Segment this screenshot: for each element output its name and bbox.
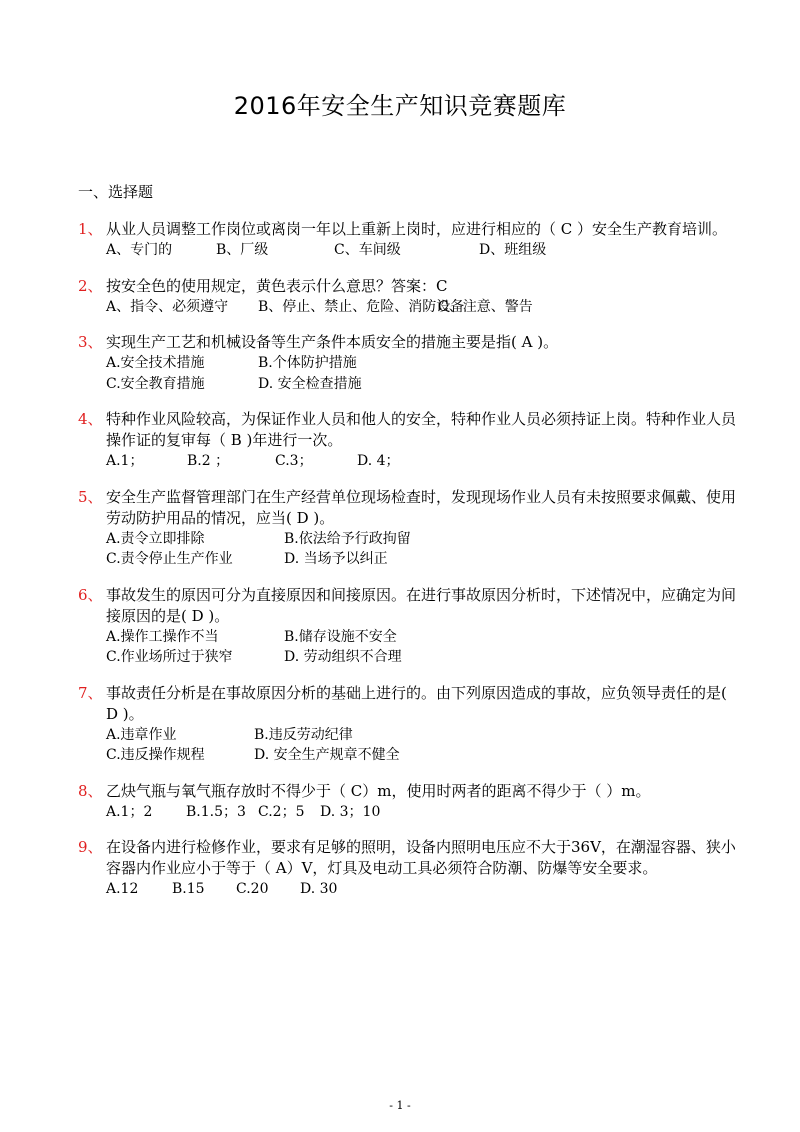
- answer-option: D、班组级: [479, 242, 547, 258]
- question-text: 实现生产工艺和机械设备等生产条件本质安全的措施主要是指( A )。: [106, 333, 559, 351]
- question-number: 3、: [78, 333, 103, 351]
- option-row: [106, 451, 738, 472]
- answer-option: D. 劳动组织不合理: [284, 649, 402, 665]
- question-list: [78, 219, 738, 915]
- question-item: [78, 332, 738, 394]
- question-number: 7、: [78, 683, 103, 702]
- answer-option: C.责令停止生产作业: [106, 551, 233, 567]
- question-item: [78, 276, 738, 318]
- answer-option: B.2 ；: [187, 453, 230, 469]
- answer-option: A.违章作业: [106, 726, 177, 743]
- answer-option: B.依法给予行政拘留: [284, 530, 411, 547]
- answer-option: C、注意、警告: [438, 298, 533, 315]
- question-text: 特种作业风险较高，为保证作业人员和他人的安全，特种作业人员必须持证上岗。特种作业人员操作证的复审每（ B )年进行一次。: [106, 410, 737, 449]
- answer-option: D. 3；10: [320, 803, 381, 820]
- answer-option: A.1；2: [106, 803, 153, 820]
- question-text: 按安全色的使用规定，黄色表示什么意思？答案：C: [106, 276, 448, 295]
- question-number: 6、: [78, 585, 103, 604]
- answer-option: C.作业场所过于狭窄: [106, 649, 233, 665]
- question-item: [78, 409, 738, 472]
- answer-option: D. 安全生产规章不健全: [254, 747, 400, 763]
- answer-option: C.违反操作规程: [106, 747, 205, 763]
- answer-option: D. 30: [300, 881, 338, 897]
- question-text: 从业人员调整工作岗位或离岗一年以上重新上岗时，应进行相应的（ C ）安全生产教育培训。: [106, 220, 728, 238]
- answer-option: D. 当场予以纠正: [284, 551, 388, 567]
- question-text: 乙炔气瓶与氧气瓶存放时不得少于（ C）m，使用时两者的距离不得少于（ ）m。: [106, 781, 651, 800]
- question-number: 1、: [78, 220, 103, 238]
- answer-option: A.责令立即排除: [106, 530, 205, 547]
- question-item: [78, 487, 738, 570]
- question-number: 4、: [78, 410, 103, 428]
- question-text: 在设备内进行检修作业，要求有足够的照明，设备内照明电压应不大于36V，在潮湿容器、狭小容器内作业应小于等于（ A）V，灯具及电动工具必须符合防潮、防爆等安全要求。: [106, 838, 736, 877]
- question-number: 2、: [78, 276, 103, 295]
- answer-option: B.储存设施不安全: [284, 628, 397, 645]
- answer-option: B.15: [172, 881, 205, 897]
- question-item: [78, 585, 738, 668]
- question-item: [78, 219, 738, 261]
- answer-option: A.操作工操作不当: [106, 628, 219, 645]
- answer-option: D. 4；: [357, 453, 400, 469]
- option-row: [106, 353, 738, 374]
- question-number: 9、: [78, 838, 103, 856]
- answer-option: B、停止、禁止、危险、消防设备: [258, 298, 465, 315]
- question-text: 安全生产监督管理部门在生产经营单位现场检查时，发现现场作业人员有未按照要求佩戴、使用劳动防护用品的情况，应当( D )。: [106, 487, 737, 527]
- answer-option: A.1；: [106, 453, 144, 469]
- question-number: 8、: [78, 781, 103, 800]
- answer-option: C.安全教育措施: [106, 375, 205, 392]
- answer-option: C.2；5: [258, 803, 305, 820]
- option-row: [106, 529, 738, 550]
- option-row: [106, 297, 738, 318]
- question-text: 事故责任分析是在事故原因分析的基础上进行的。由下列原因造成的事故，应负领导责任的是( D )。: [106, 683, 727, 723]
- answer-option: B、厂级: [216, 242, 269, 258]
- option-row: [106, 549, 738, 570]
- option-row: [106, 879, 738, 900]
- page-title: 2016年安全生产知识竞赛题库: [233, 92, 567, 120]
- answer-option: C、车间级: [334, 242, 401, 258]
- option-row: [106, 745, 738, 766]
- option-row: [106, 374, 738, 395]
- answer-option: C.3；: [275, 453, 313, 469]
- question-item: [78, 683, 738, 766]
- answer-option: C.20: [236, 881, 269, 897]
- answer-option: A、指令、必须遵守: [106, 298, 229, 315]
- option-row: [106, 627, 738, 648]
- answer-option: A.安全技术措施: [106, 355, 205, 371]
- question-text: 事故发生的原因可分为直接原因和间接原因。在进行事故原因分析时，下述情况中，应确定为间接原因的是( D )。: [106, 585, 737, 625]
- question-item: [78, 837, 738, 900]
- question-number: 5、: [78, 487, 103, 506]
- answer-option: A、专门的: [106, 242, 173, 258]
- page-number: - 1 -: [389, 1099, 411, 1112]
- option-row: [106, 725, 738, 746]
- option-row: [106, 802, 738, 823]
- question-item: [78, 781, 738, 823]
- answer-option: B.1.5；3: [186, 803, 246, 820]
- answer-option: B.个体防护措施: [258, 355, 357, 371]
- answer-option: D. 安全检查措施: [258, 375, 362, 392]
- option-row: [106, 240, 738, 261]
- answer-option: A.12: [106, 881, 139, 897]
- section-heading: 一、选择题: [78, 183, 154, 201]
- option-row: [106, 647, 738, 668]
- answer-option: B.违反劳动纪律: [254, 726, 353, 743]
